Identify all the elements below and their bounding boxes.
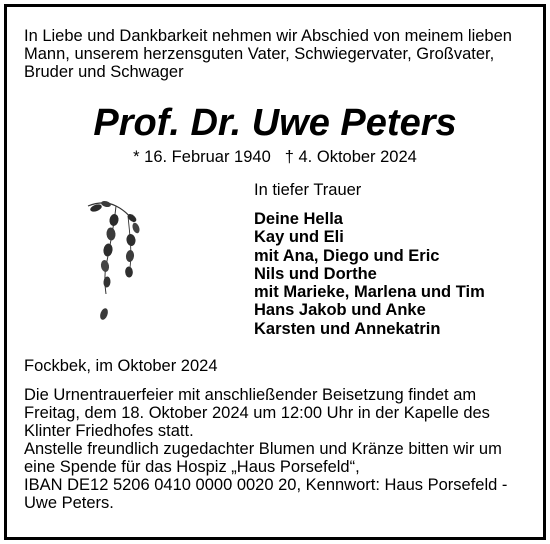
info-line: Anstelle freundlich zugedachter Blumen und Kränze bitten wir um	[24, 440, 502, 458]
family-list	[254, 210, 485, 338]
life-dates	[0, 147, 550, 167]
family-line: Kay und Eli	[254, 228, 344, 247]
info-line: Uwe Peters.	[24, 494, 114, 512]
family-line: Karsten und Annekatrin	[254, 319, 441, 338]
info-line: eine Spende für das Hospiz „Haus Porsefeld“,	[24, 458, 360, 476]
info-line: Klinter Friedhofes statt.	[24, 422, 194, 440]
info-line: Freitag, dem 18. Oktober 2024 um 12:00 Uhr in der Kapelle des	[24, 404, 490, 422]
family-line: Nils und Dorthe	[254, 264, 377, 283]
birth-date: * 16. Februar 1940	[133, 148, 271, 166]
family-line: mit Marieke, Marlena und Tim	[254, 283, 485, 302]
deceased-name: Prof. Dr. Uwe Peters	[93, 102, 457, 144]
intro-text	[24, 27, 534, 81]
death-date: † 4. Oktober 2024	[284, 148, 417, 166]
intro-line: In Liebe und Dankbarkeit nehmen wir Abschied von meinem lieben	[24, 27, 512, 45]
birch-branch-icon	[84, 196, 150, 328]
intro-line: Bruder und Schwager	[24, 63, 184, 81]
ceremony-info	[24, 386, 534, 512]
info-line: IBAN DE12 5206 0410 0000 0020 20, Kennwort: Haus Porsefeld -	[24, 476, 508, 494]
family-line: Deine Hella	[254, 210, 343, 228]
family-line: mit Ana, Diego und Eric	[254, 246, 440, 265]
intro-line: Mann, unserem herzensguten Vater, Schwiegervater, Großvater,	[24, 45, 495, 63]
info-line: Die Urnentrauerfeier mit anschließender Beisetzung findet am	[24, 386, 477, 404]
place-date: Fockbek, im Oktober 2024	[24, 357, 218, 375]
family-line: Hans Jakob und Anke	[254, 301, 426, 320]
mourning-phrase: In tiefer Trauer	[254, 181, 362, 199]
